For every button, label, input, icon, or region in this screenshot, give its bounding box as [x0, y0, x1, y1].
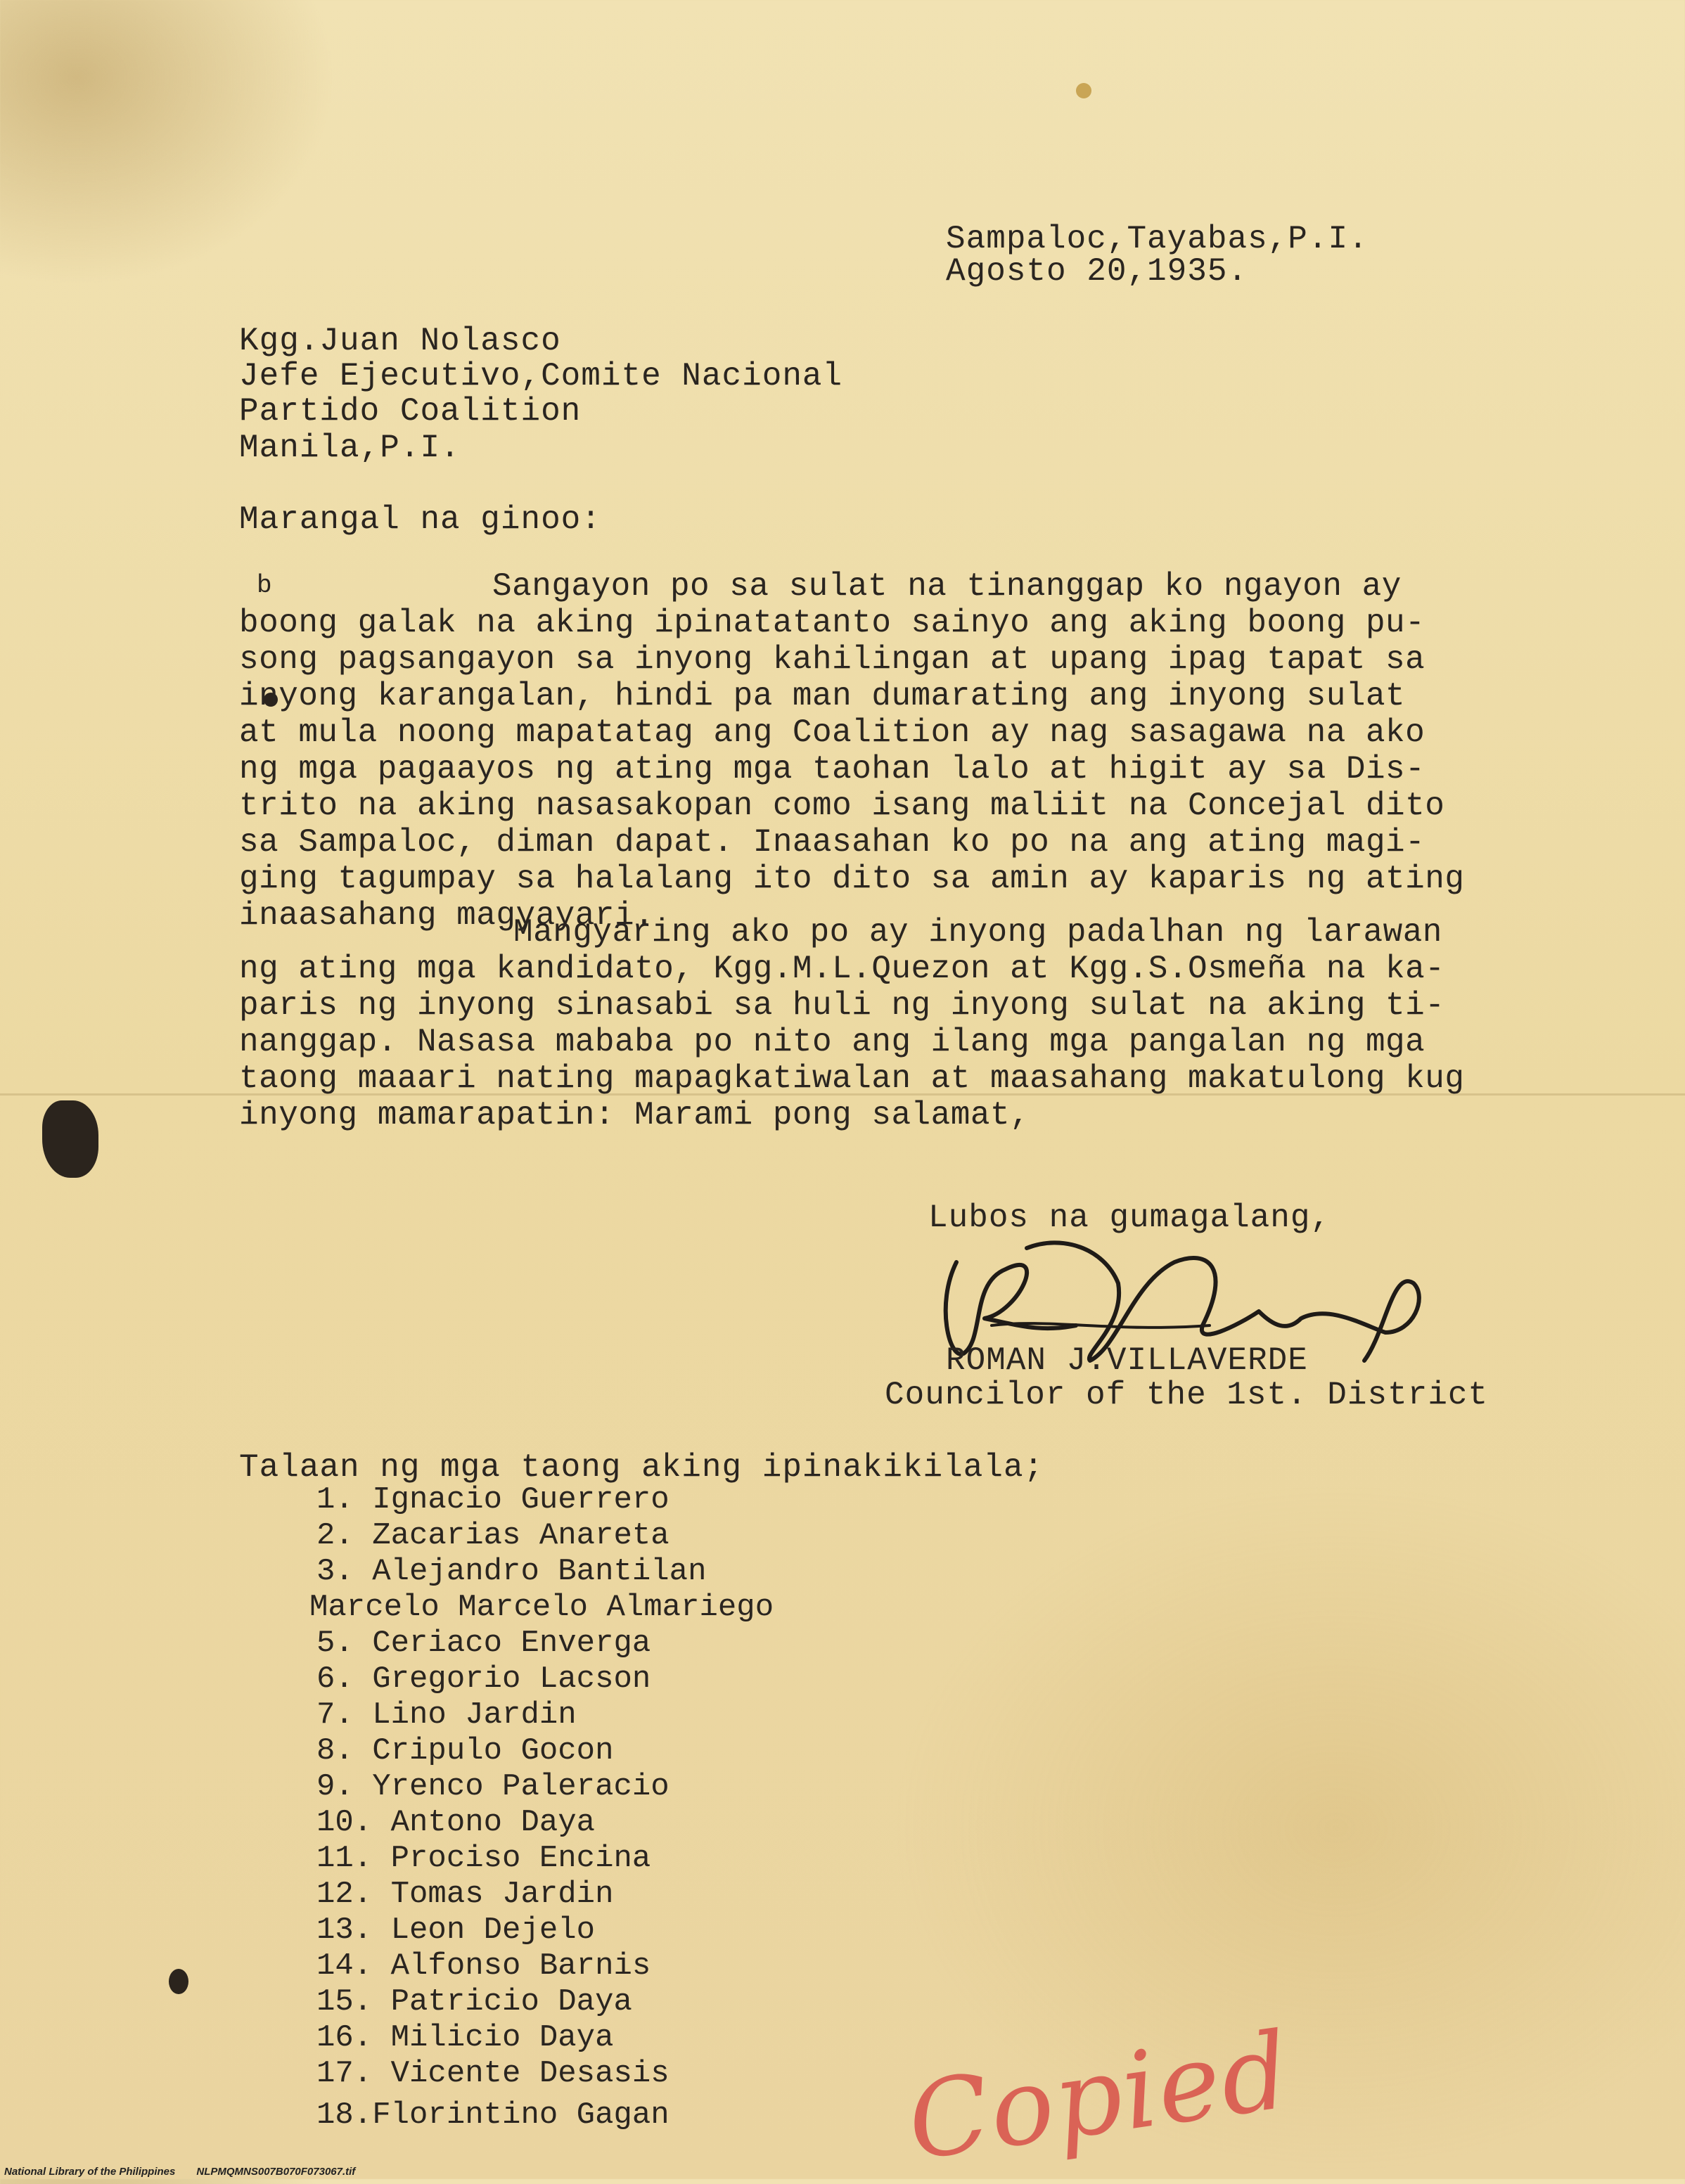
list-item: 2. Zacarias Anareta: [316, 1518, 669, 1553]
signatory-name: ROMAN J.VILLAVERDE: [946, 1342, 1308, 1379]
list-item: 17. Vicente Desasis: [316, 2056, 669, 2091]
list-item: Marcelo Marcelo Almariego: [309, 1590, 774, 1625]
list-item: 9. Yrenco Paleracio: [316, 1769, 669, 1804]
list-item: 18.Florintino Gagan: [316, 2098, 669, 2133]
list-item: 7. Lino Jardin: [316, 1697, 577, 1733]
addressee-city: Manila,P.I.: [239, 430, 461, 466]
valediction: Lubos na gumagalang,: [928, 1200, 1331, 1236]
list-item: 16. Milicio Daya: [316, 2020, 614, 2055]
paper-spot: [1076, 83, 1091, 98]
list-item: 10. Antono Daya: [316, 1805, 596, 1840]
list-item: 5. Ceriaco Enverga: [316, 1626, 651, 1661]
names-list: [309, 1482, 774, 2133]
letter-place: Sampaloc,Tayabas,P.I.: [946, 221, 1369, 257]
list-item: 6. Gregorio Lacson: [316, 1662, 651, 1697]
list-item: 1. Ignacio Guerrero: [316, 1482, 669, 1517]
letter-date: Agosto 20,1935.: [946, 253, 1248, 290]
library-credit: National Library of the Philippines: [4, 2166, 176, 2178]
salutation: Marangal na ginoo:: [239, 501, 601, 538]
addressee-organization: Partido Coalition: [239, 393, 582, 430]
addressee-title: Jefe Ejecutivo,Comite Nacional: [239, 358, 843, 394]
body-paragraph-1: Sangayon po sa sulat na tinanggap ko ngayon ay boong galak na aking ipinatatanto sainyo ang aking boong pu- song pagsangayon sa inyong kahilingan at upang ipag tapat sa inyong karangalan, hindi pa man dumarating ang inyong sulat at mula noong mapatatag ang Coalition ay nag sasagawa na ako ng mga pagaayos ng ating mga taohan lalo at higit ay sa Dis- trito na aking nasasakopan como isang maliit na Concejal dito sa Sampaloc, diman dapat. Inaasahan ko po na ang ating magi- ging tagumpay sa halalang ito dito sa amin ay kaparis ng ating inaasahang magyayari.: [239, 568, 1465, 934]
list-item: 3. Alejandro Bantilan: [316, 1554, 707, 1589]
list-item: 13. Leon Dejelo: [316, 1913, 596, 1948]
ink-spot: [169, 1969, 188, 1994]
list-item: 15. Patricio Daya: [316, 1984, 632, 2019]
ink-blot: [42, 1100, 98, 1178]
margin-mark: b: [257, 571, 273, 600]
signatory-title: Councilor of the 1st. District: [885, 1377, 1489, 1413]
list-item: 12. Tomas Jardin: [316, 1877, 614, 1912]
addressee-name: Kgg.Juan Nolasco: [239, 323, 561, 359]
list-item: 11. Prociso Encina: [316, 1841, 651, 1876]
copied-annotation: Copied: [900, 2009, 1298, 2184]
list-item: 8. Cripulo Gocon: [316, 1733, 614, 1768]
body-paragraph-2: Mangyaring ako po ay inyong padalhan ng larawan ng ating mga kandidato, Kgg.M.L.Quezon at Kgg.S.Osmeña na ka- paris ng inyong sinasabi sa huli ng inyong sulat na aking ti- nanggap. Nasasa mababa po nito ang ilang mga pangalan ng mga taong maaari nating mapagkatiwalan at maasahang makatulong kug inyong mamarapatin: Marami pong salamat,: [239, 914, 1465, 1133]
list-item: 14. Alfonso Barnis: [316, 1948, 651, 1984]
file-id: NLPMQMNS007B070F073067.tif: [196, 2166, 356, 2178]
list-heading: Talaan ng mga taong aking ipinakikilala;: [239, 1449, 1044, 1486]
archive-footer: [4, 2166, 376, 2178]
